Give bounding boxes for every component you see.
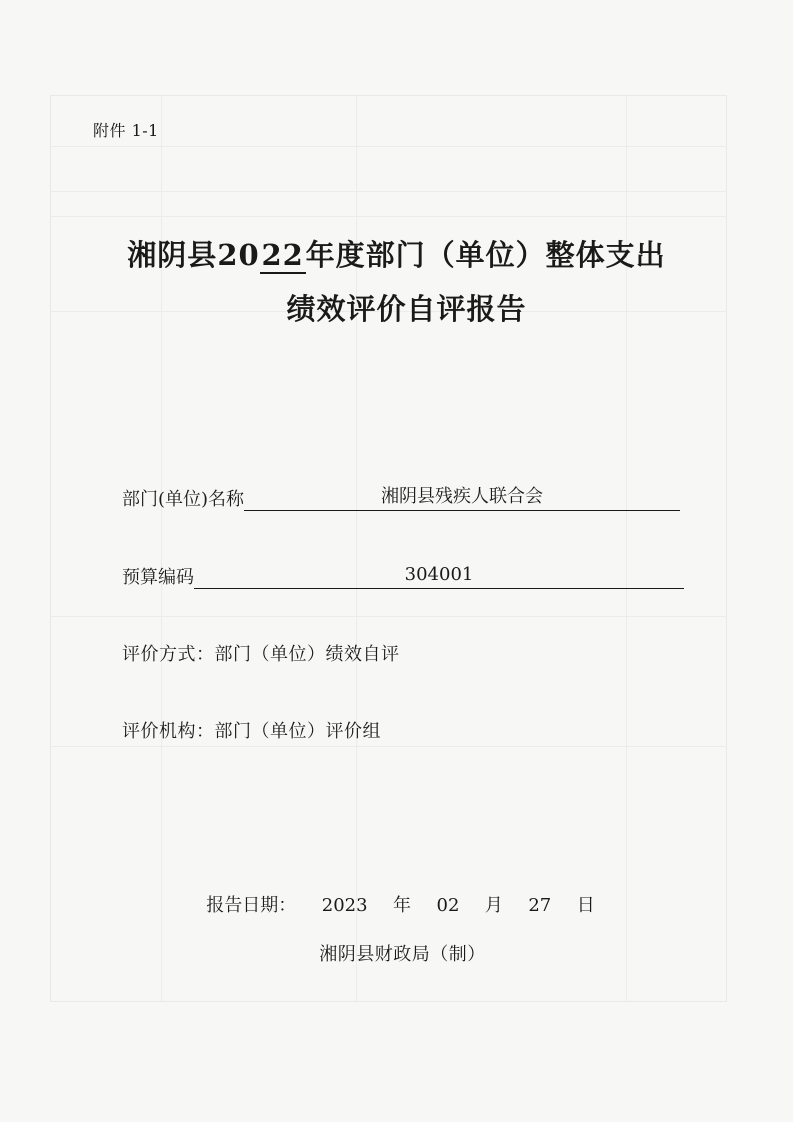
budget-code-value: 304001 xyxy=(194,564,684,589)
title-year-fill: 22 xyxy=(261,238,304,272)
report-title-line2: 绩效评价自评报告 xyxy=(286,292,527,326)
budget-code-label: 预算编码 xyxy=(122,567,194,588)
department-label: 部门(单位)名称 xyxy=(122,489,245,510)
attachment-label: 附件 1-1 xyxy=(93,121,159,140)
bleed-through-table xyxy=(50,95,727,1002)
evaluation-org-value: 部门（单位）评价组 xyxy=(214,721,381,742)
report-date-day-unit: 日 xyxy=(576,895,595,916)
report-title-line1 xyxy=(0,233,793,274)
report-date-label: 报告日期： xyxy=(206,895,297,916)
evaluation-org-row xyxy=(122,717,381,743)
report-date-year: 2023 xyxy=(321,895,368,916)
budget-code-field xyxy=(122,563,684,589)
evaluation-org-label: 评价机构： xyxy=(122,721,215,742)
report-date-year-unit: 年 xyxy=(393,895,412,916)
report-date-month: 02 xyxy=(436,895,460,916)
issuer: 湘阴县财政局（制） xyxy=(319,944,486,965)
title-year-fixed: 20 xyxy=(217,238,260,272)
department-field xyxy=(122,485,680,511)
evaluation-method-label: 评价方式： xyxy=(122,644,215,665)
department-value: 湘阴县残疾人联合会 xyxy=(244,486,680,511)
report-date-day: 27 xyxy=(528,895,552,916)
title-suffix: 年度部门（单位）整体支出 xyxy=(305,238,666,272)
evaluation-method-row xyxy=(122,640,400,666)
title-prefix: 湘阴县 xyxy=(127,238,218,272)
evaluation-method-value: 部门（单位）绩效自评 xyxy=(214,644,400,665)
report-date-month-unit: 月 xyxy=(484,895,503,916)
report-date xyxy=(0,891,793,917)
